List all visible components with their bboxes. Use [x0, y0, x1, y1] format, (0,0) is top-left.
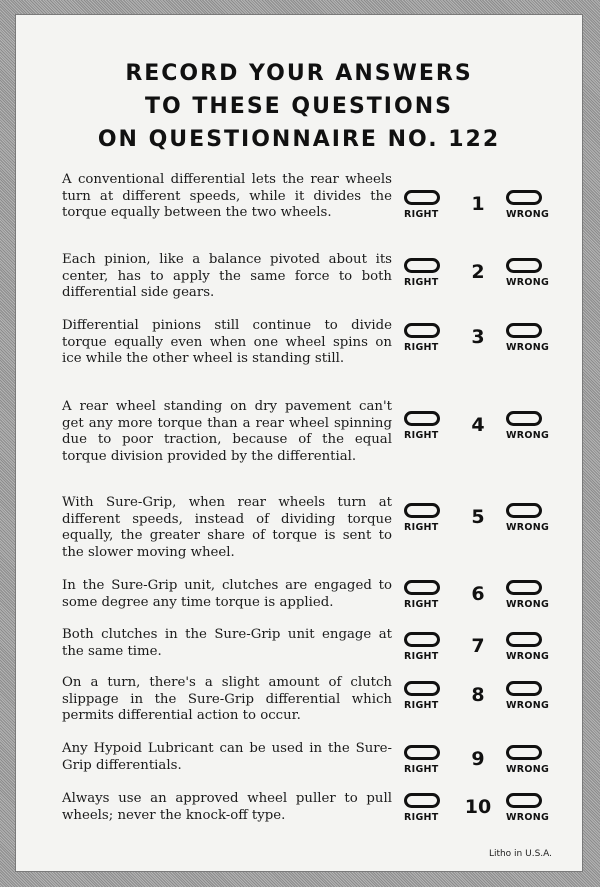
question-2-right-oval[interactable]	[404, 258, 440, 273]
question-6-answer	[402, 580, 552, 620]
question-6-wrong-label: WRONG	[506, 599, 550, 610]
question-5-number: 5	[471, 506, 485, 528]
question-4-right-oval[interactable]	[404, 411, 440, 426]
question-3-number: 3	[471, 326, 485, 348]
question-7-text: Both clutches in the Sure-Grip unit engage at the same time.	[62, 627, 392, 659]
question-8-answer	[402, 681, 552, 721]
question-4-wrong-oval[interactable]	[506, 411, 542, 426]
question-8-wrong-label: WRONG	[506, 700, 550, 711]
question-10-wrong-oval[interactable]	[506, 793, 542, 808]
question-1-wrong-label: WRONG	[506, 209, 550, 220]
question-7-number: 7	[471, 635, 485, 657]
question-8-number: 8	[471, 684, 485, 706]
question-10-right-oval[interactable]	[404, 793, 440, 808]
question-2-wrong-oval[interactable]	[506, 258, 542, 273]
question-9-wrong-label: WRONG	[506, 764, 550, 775]
question-7-right-label: RIGHT	[404, 651, 439, 662]
question-4-answer	[402, 411, 552, 451]
question-7-wrong-label: WRONG	[506, 651, 550, 662]
question-10-number: 10	[464, 796, 492, 818]
question-1-wrong-oval[interactable]	[506, 190, 542, 205]
question-3-wrong-label: WRONG	[506, 342, 550, 353]
question-5-right-label: RIGHT	[404, 522, 439, 533]
question-2-number: 2	[471, 261, 485, 283]
question-8-right-label: RIGHT	[404, 700, 439, 711]
question-9-wrong-oval[interactable]	[506, 745, 542, 760]
question-8-wrong-oval[interactable]	[506, 681, 542, 696]
question-2-wrong-label: WRONG	[506, 277, 550, 288]
question-3-right-oval[interactable]	[404, 323, 440, 338]
question-7-answer	[402, 632, 552, 672]
question-9-right-label: RIGHT	[404, 764, 439, 775]
question-5-right-oval[interactable]	[404, 503, 440, 518]
question-1-number: 1	[471, 193, 485, 215]
question-9-text: Any Hypoid Lubricant can be used in the Sure-Grip differentials.	[62, 741, 392, 773]
question-4-right-label: RIGHT	[404, 430, 439, 441]
question-1-right-oval[interactable]	[404, 190, 440, 205]
question-3-wrong-oval[interactable]	[506, 323, 542, 338]
question-5-answer	[402, 503, 552, 543]
page-title	[16, 57, 582, 156]
questionnaire-sheet	[16, 15, 582, 871]
question-10-text: Always use an approved wheel puller to pull wheels; never the knock-off type.	[62, 791, 392, 823]
question-5-wrong-oval[interactable]	[506, 503, 542, 518]
title-line-2: TO THESE QUESTIONS	[145, 94, 453, 119]
question-10-wrong-label: WRONG	[506, 812, 550, 823]
question-3-right-label: RIGHT	[404, 342, 439, 353]
question-1-text: A conventional differential lets the rear wheels turn at different speeds, while it divides the torque equally between the two wheels.	[62, 172, 392, 220]
question-6-number: 6	[471, 583, 485, 605]
question-4-text: A rear wheel standing on dry pavement can't get any more torque than a rear wheel spinning due to poor traction, because of the equal torque division provided by the differential.	[62, 399, 392, 464]
question-5-text: With Sure-Grip, when rear wheels turn at different speeds, instead of dividing torque equally, the greater share of torque is sent to the slower moving wheel.	[62, 495, 392, 560]
question-7-wrong-oval[interactable]	[506, 632, 542, 647]
question-9-answer	[402, 745, 552, 785]
question-9-number: 9	[471, 748, 485, 770]
question-6-right-label: RIGHT	[404, 599, 439, 610]
question-8-text: On a turn, there's a slight amount of clutch slippage in the Sure-Grip differential which permits differential action to occur.	[62, 675, 392, 723]
question-6-text: In the Sure-Grip unit, clutches are engaged to some degree any time torque is applied.	[62, 578, 392, 610]
question-3-answer	[402, 323, 552, 363]
question-5-wrong-label: WRONG	[506, 522, 550, 533]
question-4-number: 4	[471, 414, 485, 436]
question-6-wrong-oval[interactable]	[506, 580, 542, 595]
question-10-right-label: RIGHT	[404, 812, 439, 823]
question-7-right-oval[interactable]	[404, 632, 440, 647]
question-1-right-label: RIGHT	[404, 209, 439, 220]
litho-footer: Litho in U.S.A.	[488, 849, 552, 859]
question-1-answer	[402, 190, 552, 230]
question-8-right-oval[interactable]	[404, 681, 440, 696]
question-4-wrong-label: WRONG	[506, 430, 550, 441]
question-3-text: Differential pinions still continue to divide torque equally even when one wheel spins on ice while the other wheel is standing still.	[62, 318, 392, 366]
question-2-answer	[402, 258, 552, 298]
title-line-1: RECORD YOUR ANSWERS	[125, 61, 473, 86]
question-2-text: Each pinion, like a balance pivoted about its center, has to apply the same force to both differential side gears.	[62, 252, 392, 300]
question-2-right-label: RIGHT	[404, 277, 439, 288]
question-9-right-oval[interactable]	[404, 745, 440, 760]
question-6-right-oval[interactable]	[404, 580, 440, 595]
question-10-answer	[402, 793, 552, 833]
title-line-3: ON QUESTIONNAIRE NO. 122	[97, 127, 501, 152]
